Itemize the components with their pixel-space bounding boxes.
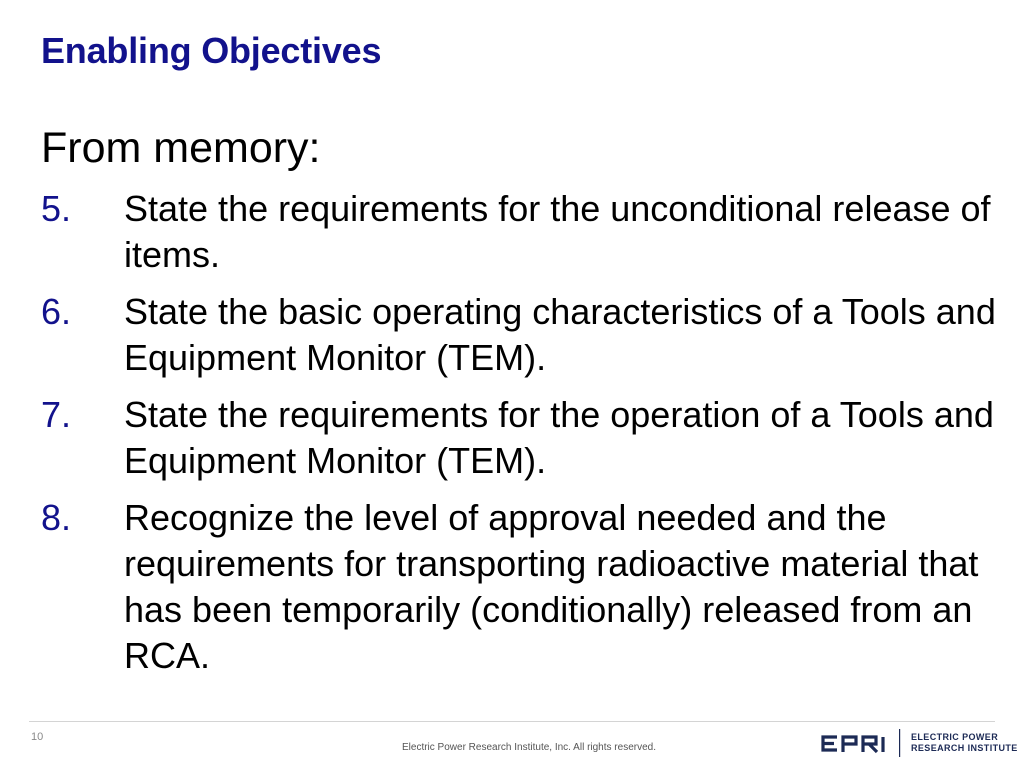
objective-item xyxy=(41,289,1001,381)
objective-item xyxy=(41,495,1001,679)
objective-text: State the basic operating characteristics of a Tools and Equipment Monitor (TEM). xyxy=(124,291,996,378)
objective-number: 8. xyxy=(41,497,72,538)
epri-wordmark-icon xyxy=(819,728,905,758)
slide-title: Enabling Objectives xyxy=(41,30,382,71)
footer-divider xyxy=(29,721,995,722)
objective-item xyxy=(41,186,1001,278)
objective-number: 6. xyxy=(41,291,72,332)
objective-text: State the requirements for the operation of a Tools and Equipment Monitor (TEM). xyxy=(124,394,994,481)
logo-subtitle: ELECTRIC POWER RESEARCH INSTITUTE xyxy=(911,732,1018,753)
page-number: 10 xyxy=(31,731,44,743)
objective-number: 7. xyxy=(41,394,72,435)
epri-logo xyxy=(819,728,1018,758)
objective-item xyxy=(41,392,1001,484)
intro-text: From memory: xyxy=(41,124,321,172)
objectives-list xyxy=(41,186,1001,679)
objective-text: Recognize the level of approval needed and the requirements for transporting radioactive material that has been temporarily (conditionally) released from an RCA. xyxy=(124,497,979,676)
objective-number: 5. xyxy=(41,188,72,229)
objective-text: State the requirements for the unconditional release of items. xyxy=(124,188,991,275)
copyright-notice: Electric Power Research Institute, Inc. All rights reserved. xyxy=(402,742,656,753)
